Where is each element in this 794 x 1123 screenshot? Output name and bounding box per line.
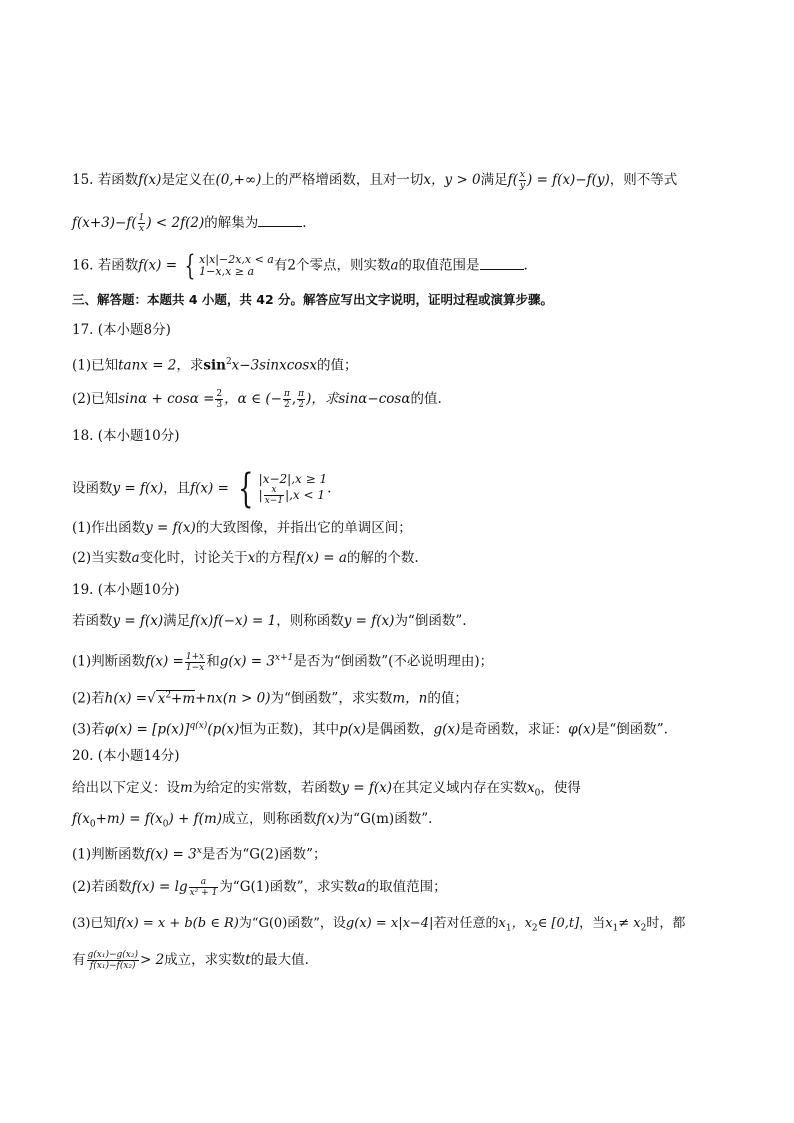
math: (p(x) [207, 721, 240, 738]
fraction [185, 652, 205, 673]
fraction [215, 389, 223, 410]
numerator: π [283, 389, 290, 399]
text: ，且 [163, 480, 191, 497]
answer-blank [480, 255, 524, 270]
text: 是否为“G(2)函数”； [201, 846, 327, 863]
math: f(x)f(−x) = 1 [190, 613, 277, 629]
math: |,x < 1 [285, 487, 326, 502]
denominator: x−1 [264, 495, 284, 506]
text: 有2个零点，则实数 [273, 257, 391, 274]
numerator: π [298, 389, 305, 399]
q15-number: 15. [72, 172, 94, 188]
text: ，则称函数 [276, 613, 344, 629]
math: x [526, 780, 535, 796]
text: 是“倒函数”. [595, 721, 668, 738]
math: f(x) = x + b(b ∈ R) [116, 916, 239, 931]
text: 的值； [427, 690, 468, 707]
q16-number: 16. [72, 257, 94, 274]
piecewise-rows [199, 254, 274, 278]
superscript: x+1 [275, 653, 294, 663]
text: 成立，求实数 [164, 952, 246, 968]
math: f(x) = a [295, 550, 347, 566]
text: 的取值范围； [365, 879, 447, 895]
text: 为“G(m)函数”. [339, 811, 433, 827]
superscript: 2 [165, 690, 172, 700]
math: p(x) [339, 721, 366, 738]
text: (1)作出函数 [72, 520, 146, 536]
text: 若函数 [97, 172, 139, 188]
denominator: 1−x [185, 662, 205, 673]
text: 是定义在 [161, 172, 216, 188]
text: 变化时，讨论关于 [139, 550, 248, 566]
math: f(x) [316, 811, 340, 827]
math: )，求 [306, 391, 339, 407]
math: x [247, 550, 256, 566]
text: 的最大值. [250, 952, 309, 968]
math: f(x) = lg [131, 879, 188, 895]
subscript: 0 [89, 819, 96, 830]
text: 的值. [410, 391, 442, 407]
text: . [327, 480, 332, 497]
subscript: 2 [531, 923, 538, 934]
numerator: g(x₁)−g(x₂) [87, 950, 138, 960]
text: 为“G(1)函数”，求实数 [219, 879, 358, 895]
piece-row [259, 485, 327, 506]
denominator: 2 [284, 400, 290, 410]
q20-part-2 [72, 877, 734, 898]
math: > 2 [139, 952, 165, 968]
q19-part-2 [72, 685, 734, 709]
text: 的解的个数. [346, 550, 419, 566]
math: a [390, 257, 399, 274]
denominator: x² + 1 [189, 888, 218, 898]
piece-row: 1−x,x ≥ a [199, 265, 255, 278]
text: (3)已知 [72, 916, 117, 931]
math: sinα−cosα [338, 391, 411, 407]
math: t [245, 952, 251, 968]
text: 在其定义域内存在实数 [391, 780, 527, 796]
q20-definition-1 [72, 778, 734, 804]
q17-part-1 [72, 352, 734, 376]
piece-row: x|x|−2x,x < a [199, 253, 274, 266]
text: 上的严格增函数，且对一切 [261, 172, 424, 188]
text: 的值； [316, 357, 358, 374]
text: 和 [206, 653, 220, 670]
text: 满足 [163, 613, 191, 629]
math: y = f(x) [145, 520, 196, 536]
text: 是否为“倒函数”(不必说明理由)； [293, 653, 494, 670]
fraction [138, 213, 146, 234]
q19-part-1 [72, 648, 734, 673]
math: f( [507, 172, 518, 188]
numerator: a [189, 877, 219, 888]
text: (2)当实数 [72, 550, 132, 566]
numerator: 1+x [185, 651, 205, 662]
math: g(x) [433, 721, 461, 738]
math: sin [203, 357, 226, 374]
text: 为“倒函数”. [394, 613, 467, 629]
numerator: 1 [138, 213, 145, 223]
denominator: f(x₁)−f(x₂) [89, 961, 136, 971]
superscript: q(x) [189, 721, 208, 731]
math: ∈ [0,t] [537, 916, 580, 931]
fraction [264, 485, 284, 506]
math: f(x+3)−f( [72, 215, 137, 231]
text: ，使得 [540, 780, 581, 796]
fraction [283, 389, 291, 410]
math: g(x) = 3 [219, 653, 275, 670]
piece-row: |x−2|,x ≥ 1 [258, 471, 328, 486]
math: f(x) = 3 [145, 846, 197, 863]
math: | [258, 487, 263, 502]
math: g(x) = x|x−4| [345, 916, 434, 931]
math: x−3sinxcosx [231, 357, 317, 374]
text: 的解集为 [204, 215, 259, 231]
piecewise-function [181, 249, 274, 282]
numerator: 2 [216, 389, 223, 399]
math: x [157, 690, 166, 707]
math: (0,+∞) [215, 172, 262, 188]
subscript: 2 [640, 923, 647, 934]
text: (2)已知 [72, 391, 119, 407]
math: ) + f(m) [168, 811, 223, 827]
q18-heading: 18. (本小题10分) [72, 428, 180, 444]
fraction [519, 170, 526, 191]
subscript: 1 [505, 923, 512, 934]
math: m，n [392, 690, 428, 707]
text: 是奇函数，求证： [460, 721, 569, 738]
q15-line-2 [72, 212, 734, 234]
text: (1)判断函数 [72, 653, 146, 670]
math: y = f(x) [112, 480, 164, 497]
text: 有 [72, 952, 86, 968]
math: f(x) [138, 172, 162, 188]
text: 为“倒函数”，求实数 [270, 690, 393, 707]
q20-definition-2 [72, 809, 734, 835]
text: 为给定的实常数，若函数 [192, 780, 342, 796]
math: x，y > 0 [423, 172, 481, 188]
math: y = f(x) [343, 613, 395, 629]
text: 时，都 [646, 916, 686, 931]
text: 的取值范围是 [398, 257, 480, 274]
math: y = f(x) [112, 613, 164, 629]
text: . [523, 257, 528, 274]
denominator: 3 [216, 400, 223, 410]
math: x [605, 916, 613, 931]
text: (2)若函数 [72, 879, 132, 895]
math: +m) = f(x [95, 811, 163, 827]
fraction [297, 389, 305, 410]
math: ≠ x [618, 916, 641, 931]
piecewise-function [233, 466, 328, 512]
q19-part-3 [72, 716, 734, 740]
text: 满足 [480, 172, 508, 188]
text: ，则不等式 [609, 172, 678, 188]
text: 给出以下定义：设 [72, 780, 180, 796]
text: 成立，则称函数 [222, 811, 317, 827]
q20-part-3 [72, 914, 734, 939]
numerator: x [519, 170, 525, 180]
denominator: x [138, 224, 145, 234]
math: ，α ∈ (− [224, 391, 282, 407]
text: 的方程 [255, 550, 296, 566]
denominator: y [519, 181, 526, 191]
sqrt-sign: √ [147, 690, 156, 707]
text: ，求 [176, 357, 204, 374]
q19-heading: 19. (本小题10分) [72, 582, 180, 598]
piecewise-rows [259, 473, 327, 506]
math: f(x) = [138, 257, 178, 274]
math: a [131, 550, 140, 566]
text: 恒为正数)，其中 [239, 721, 340, 738]
math: h(x) = [104, 690, 148, 707]
text: ，当 [579, 916, 606, 931]
q15-line-1 [72, 170, 734, 191]
math: ) = f(x)−f(y) [527, 172, 610, 188]
math: f(x) = [190, 480, 229, 497]
text: (1)已知 [72, 357, 119, 374]
math: a [357, 879, 366, 895]
q20-heading: 20. (本小题14分) [72, 748, 180, 764]
math: φ(x) = [p(x)] [104, 721, 190, 738]
denominator: 2 [298, 400, 304, 410]
math: f(x) = [145, 653, 184, 670]
q17-heading: 17. (本小题8分) [72, 322, 171, 338]
math: m [180, 780, 193, 796]
math: +m [171, 690, 196, 707]
math: ，x [511, 916, 532, 931]
math: ) < 2f(2) [146, 215, 205, 231]
subscript: 0 [534, 788, 541, 799]
text: (3)若 [72, 721, 105, 738]
superscript: x [196, 846, 202, 856]
math: φ(x) [568, 721, 596, 738]
q20-part-1 [72, 841, 734, 865]
q20-part-3-continued [72, 950, 734, 971]
section-heading: 三、解答题：本题共 4 小题，共 42 分。解答应写出文字说明，证明过程或演算步骤。 [72, 292, 554, 307]
comma: , [291, 391, 297, 407]
subscript: 0 [162, 819, 169, 830]
q19-definition [72, 611, 734, 631]
q18-setup [72, 466, 734, 512]
text: (2)若 [72, 690, 105, 707]
q18-part-2 [72, 548, 734, 568]
text: 设函数 [72, 480, 113, 497]
math: x [498, 916, 506, 931]
sqrt-body [156, 690, 195, 707]
math: +nx(n > 0) [195, 690, 271, 707]
brace-glyph: { [238, 466, 254, 512]
superscript: 2 [225, 357, 232, 367]
text: 的大致图像，并指出它的单调区间； [195, 520, 412, 536]
text: 若函数 [72, 613, 113, 629]
text: 是偶函数， [365, 721, 434, 738]
subscript: 1 [612, 923, 619, 934]
q17-part-2 [72, 389, 734, 410]
brace-glyph: { [184, 249, 196, 282]
text: 若函数 [97, 257, 139, 274]
numerator: x [264, 485, 284, 496]
math: f(x [72, 811, 90, 827]
text: 若对任意的 [433, 916, 499, 931]
q16-line [72, 249, 734, 282]
math: y = f(x) [341, 780, 392, 796]
math: sinα + cosα = [118, 391, 215, 407]
text: . [302, 215, 307, 231]
text: (1)判断函数 [72, 846, 146, 863]
answer-blank [258, 212, 302, 227]
text: 为“G(0)函数”，设 [238, 916, 346, 931]
q18-part-1 [72, 518, 734, 538]
fraction [87, 950, 139, 971]
math: tanx = 2 [118, 357, 177, 374]
fraction [189, 877, 219, 898]
